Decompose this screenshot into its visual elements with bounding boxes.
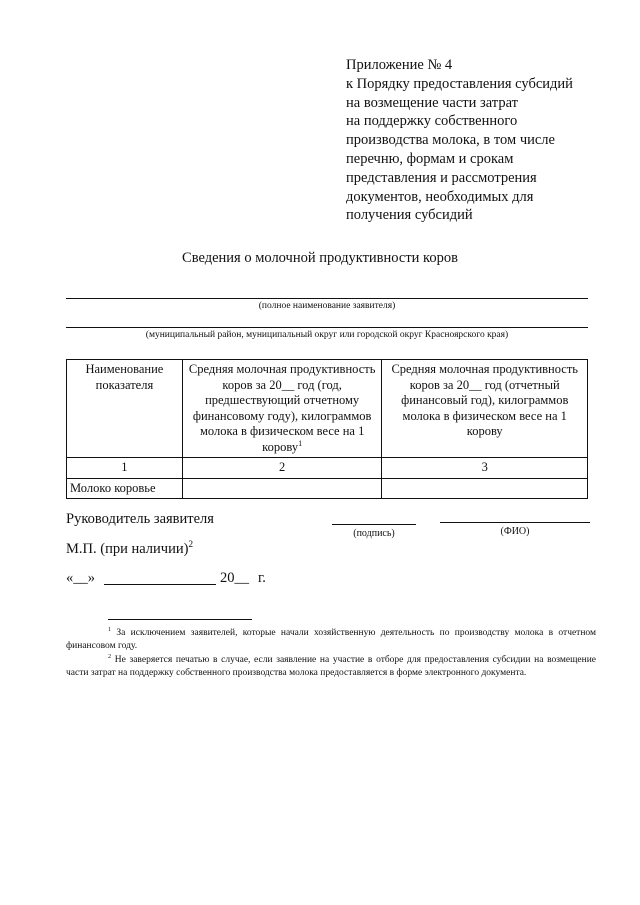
col-number: 1 xyxy=(67,458,183,479)
table-row xyxy=(67,478,588,499)
value-cell-report-year[interactable] xyxy=(382,478,588,499)
annex-header xyxy=(346,56,616,225)
date-suffix: г. xyxy=(258,570,266,586)
municipality-caption: (муниципальный район, муниципальный округ или городской округ Красноярского края) xyxy=(145,330,509,340)
footnote-mark: 1 xyxy=(298,438,303,448)
applicant-caption: (полное наименование заявителя) xyxy=(258,301,396,311)
table-header-row xyxy=(67,360,588,458)
annex-line: представления и рассмотрения xyxy=(346,169,537,186)
col3-header: Средняя молочная продуктивность коров за 20__ год (отчетный финансовый год), килограммов молока в физическом весе на 1 корову xyxy=(382,360,588,458)
annex-line: документов, необходимых для xyxy=(346,188,534,205)
stamp-label: М.П. (при наличии)$^2$ xyxy=(66,540,194,557)
col-number: 2 xyxy=(182,458,382,479)
col1-header: Наименование показателя xyxy=(67,360,183,458)
footnote-divider xyxy=(108,619,252,620)
municipality-line[interactable] xyxy=(66,327,588,328)
annex-line: к Порядку предоставления субсидий xyxy=(346,75,573,92)
table-number-row xyxy=(67,458,588,479)
applicant-name-line[interactable] xyxy=(66,298,588,299)
signature-caption: (подпись) xyxy=(353,528,395,539)
date-day[interactable]: «__» xyxy=(66,570,95,586)
footnote-2: $^2$ Не заверяется печатью в случае, если заявление на участие в отборе для предоставления субсидии на возмещение части затрат на поддержку собственного производства молока предоставляется в форме электронного документа. xyxy=(66,653,596,678)
annex-line: на поддержку собственного xyxy=(346,113,518,130)
document-title: Сведения о молочной продуктивности коров xyxy=(182,250,458,266)
footnote-mark: 2 xyxy=(188,540,194,551)
value-cell-prev-year[interactable] xyxy=(182,478,382,499)
name-line[interactable] xyxy=(440,522,590,523)
name-caption: (ФИО) xyxy=(500,526,530,537)
productivity-table xyxy=(66,359,588,499)
annex-line: производства молока, в том числе xyxy=(346,132,555,149)
signature-line[interactable] xyxy=(332,524,416,525)
row-label: Молоко коровье xyxy=(67,478,183,499)
annex-line: получения субсидий xyxy=(346,207,473,224)
head-label: Руководитель заявителя xyxy=(66,511,214,527)
col2-header: Средняя молочная продуктивность коров за 20__ год (год, предшествующий отчетному финансовому году), килограммов молока в физическом весе на 1 корову$^1$ xyxy=(182,360,382,458)
date-year[interactable]: 20__ xyxy=(220,570,249,586)
annex-line: на возмещение части затрат xyxy=(346,94,518,111)
footnote-1: $^1$ За исключением заявителей, которые начали хозяйственную деятельность по производству молока в отчетном финансовом году. xyxy=(66,626,597,651)
col-number: 3 xyxy=(382,458,588,479)
annex-line: Приложение № 4 xyxy=(346,57,453,73)
date-month-line[interactable] xyxy=(104,584,216,585)
annex-line: перечню, формам и срокам xyxy=(346,150,514,167)
